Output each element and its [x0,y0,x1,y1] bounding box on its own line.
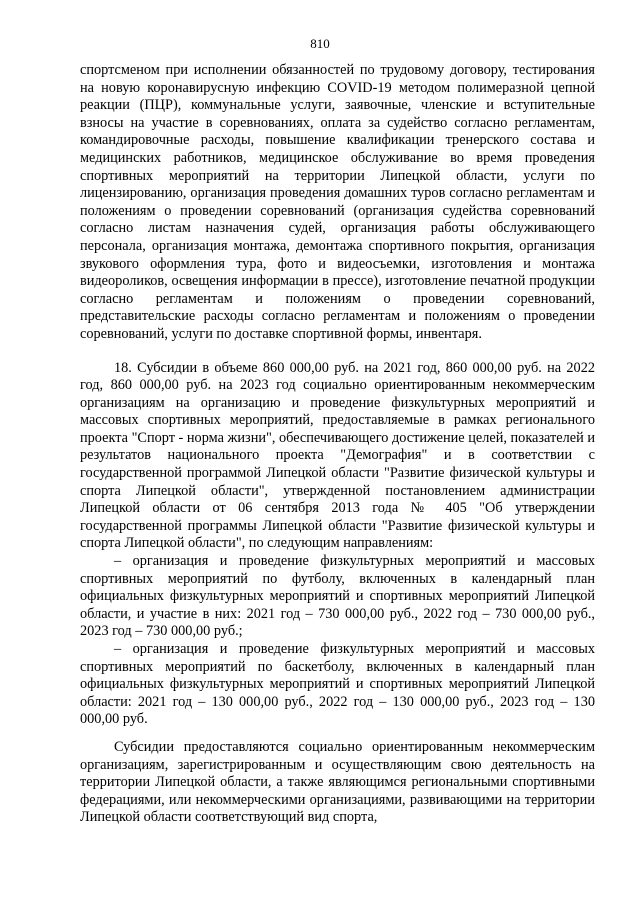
document-body [80,62,595,827]
paragraph-basketball-direction: – организация и проведение физкультурных мероприятий и массовых спортивных мероприятий по баскетболу, включенных в календарный план официальных физкультурных мероприятий и спортивных мероприятий Липецкой области: 2021 год – 130 000,00 руб., 2022 год – 130 000,00 руб., 2023 год – 130 000,00 руб. [80,641,595,728]
page-number: 810 [310,36,330,51]
paragraph-football-direction: – организация и проведение физкультурных мероприятий и массовых спортивных мероприятий по футболу, включенных в календарный план официальных физкультурных мероприятий и спортивных мероприятий Липецкой области, и участие в них: 2021 год – 730 000,00 руб., 2022 год – 730 000,00 руб., 2023 год – 730 000,00 руб.; [80,553,595,640]
paragraph-item-18: 18. Субсидии в объеме 860 000,00 руб. на 2021 год, 860 000,00 руб. на 2022 год, 860 000,00 руб. на 2023 год социально ориентированным некоммерческим организациям на организацию и проведение физкультурных мероприятий и массовых спортивных мероприятий, предоставляемые в рамках регионального проекта "Спорт - норма жизни", обеспечивающего достижение целей, показателей и результатов национального проекта "Демография" и в соответствии с государственной программой Липецкой области "Развитие физической культуры и спорта Липецкой области", утвержденной постановлением администрации Липецкой области от 06 сентября 2013 года № 405 "Об утверждении государственной программы Липецкой области "Развитие физической культуры и спорта Липецкой области", по следующим направлениям: [80,359,595,552]
paragraph-subsidy-recipients: Субсидии предоставляются социально ориентированным некоммерческим организациям, зарегистрированным и осуществляющим свою деятельность на территории Липецкой области, а также являющимся региональными спортивными федерациями, или некоммерческими организациями, развивающими на территории Липецкой области соответствующий вид спорта, [80,738,595,826]
paragraph-continuation: спортсменом при исполнении обязанностей по трудовому договору, тестирования на новую коронавирусную инфекцию COVID-19 методом полимеразной цепной реакции (ПЦР), коммунальные услуги, заявочные, членские и вступительные взносы на участие в соревнованиях, оплата за судейство согласно регламентам, командировочные расходы, повышение квалификации тренерского состава и медицинских работников, медицинское обслуживание во время проведения спортивных мероприятий на территории Липецкой области, услуги по лицензированию, организация проведения домашних туров согласно регламентам и положениям о проведении соревнований (организация судейства соревнований согласно листам назначения судей, организация работы обслуживающего персонала, организация монтажа, демонтажа спортивного покрытия, организация звукового оформления тура, фото и видеосъемки, изготовления и монтажа видеороликов, освещения информации в прессе), изготовление печатной продукции согласно регламентам и положениям о проведении соревнований, представительские расходы согласно регламентам и положениям о проведении соревнований, услуги по доставке спортивной формы, инвентаря. [80,62,595,342]
